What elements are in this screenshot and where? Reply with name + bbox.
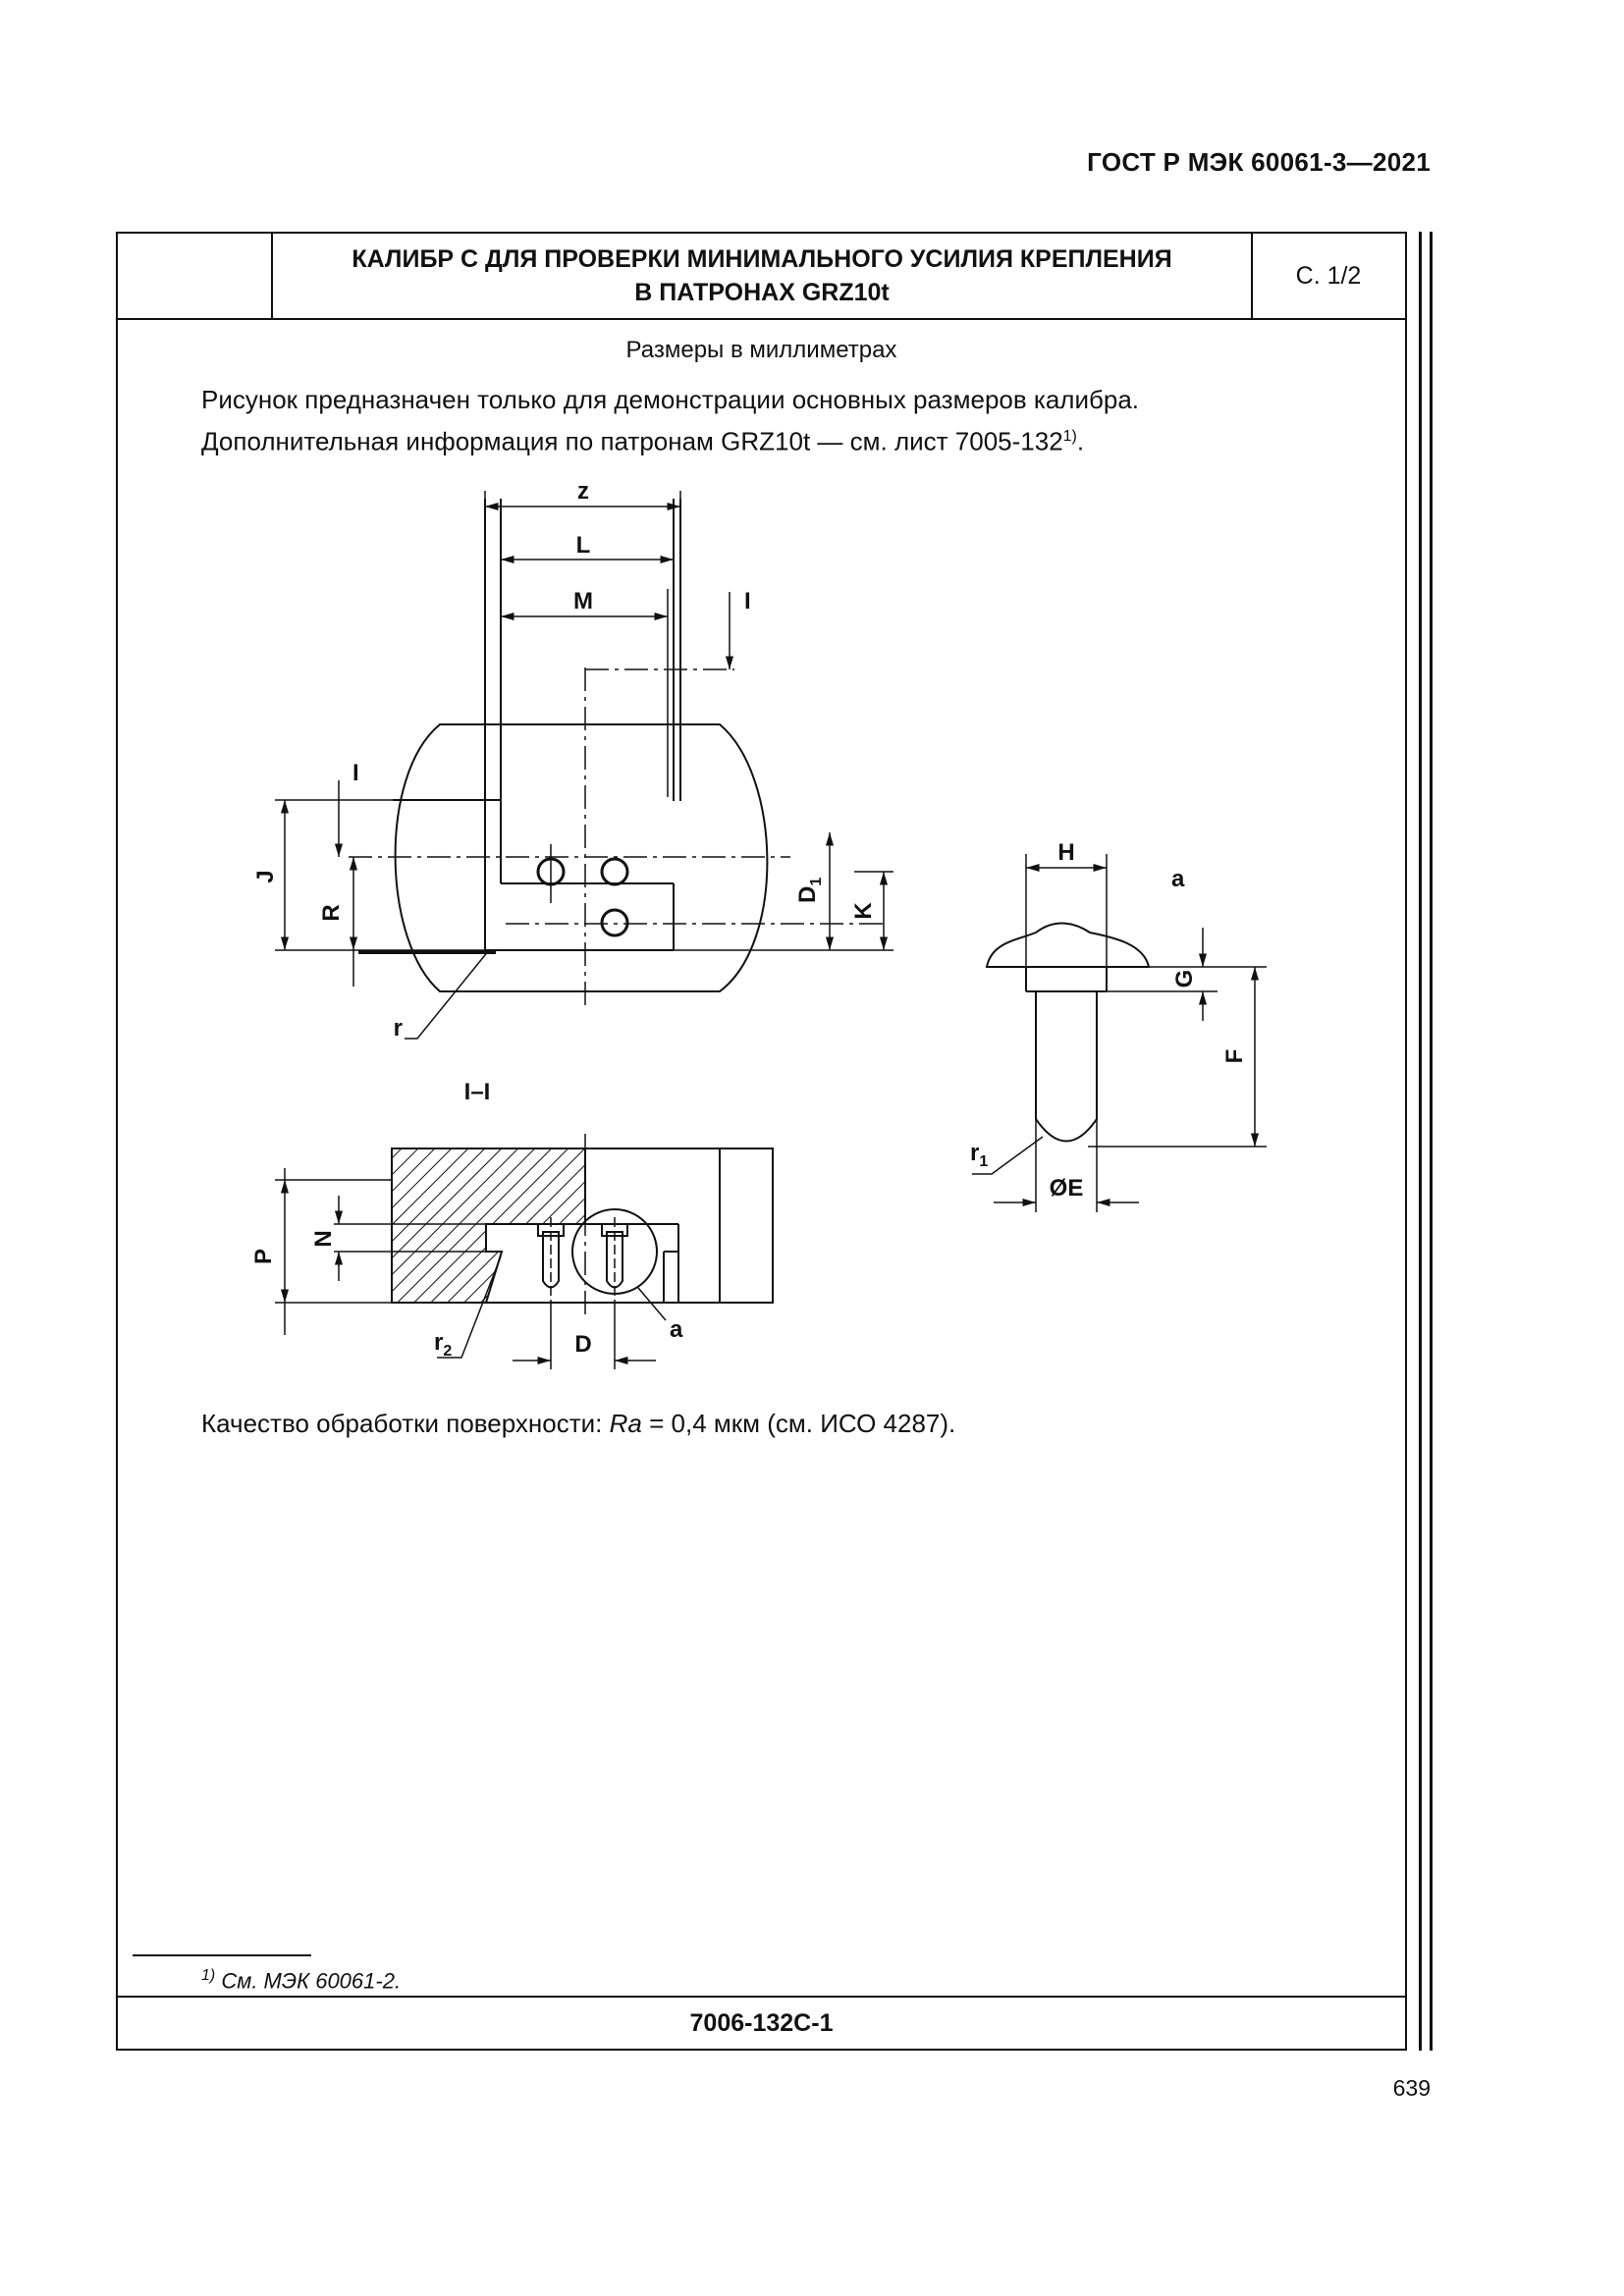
- plan-view-labels: [252, 478, 877, 1041]
- sheet-code: 7006-132C-1: [118, 1996, 1405, 2049]
- units-note: Размеры в миллиметрах: [625, 337, 897, 363]
- page-number: 639: [1392, 2075, 1431, 2101]
- dim-E: ØE: [1049, 1175, 1084, 1201]
- surface-quality-note: Качество обработки поверхности: Ra = 0,4 мкм (см. ИСО 4287).: [201, 1409, 956, 1438]
- dim-R: R: [318, 904, 345, 922]
- title-line-1: КАЛИБР С ДЛЯ ПРОВЕРКИ МИНИМАЛЬНОГО УСИЛИЯ КРЕПЛЕНИЯ: [352, 245, 1172, 273]
- dim-M: M: [573, 588, 593, 614]
- dim-D1: $D_1$: [794, 877, 825, 903]
- dim-L: L: [575, 532, 591, 559]
- section-mark-top: I: [744, 588, 751, 614]
- section-view: [275, 1134, 773, 1369]
- sheet-number: С. 1/2: [1295, 261, 1362, 290]
- dim-z: z: [577, 478, 589, 505]
- dim-r1: $r_1$: [970, 1140, 989, 1170]
- detail-a-ref: a: [670, 1316, 683, 1343]
- dim-N: N: [310, 1230, 337, 1248]
- section-label: I–I: [463, 1079, 491, 1105]
- detail-a-title: a: [1171, 866, 1185, 892]
- dim-J: J: [252, 870, 279, 883]
- standard-code: ГОСТ Р МЭК 60061-3—2021: [1087, 147, 1431, 177]
- dim-r2: $r_2$: [434, 1329, 453, 1360]
- intro-line-2: Дополнительная информация по патронам GRZ10t — см. лист 7005-132$^{1)}$.: [201, 426, 1085, 456]
- detail-a-view: [972, 854, 1267, 1212]
- dim-r: r: [393, 1015, 403, 1041]
- section-mark-left: I: [352, 760, 359, 786]
- dim-K: K: [850, 902, 877, 920]
- dim-H: H: [1057, 839, 1075, 866]
- dim-F: F: [1221, 1048, 1248, 1064]
- dim-G: G: [1171, 969, 1198, 988]
- plan-view: [275, 491, 893, 1039]
- title-line-2: В ПАТРОНАХ GRZ10t: [634, 279, 890, 306]
- footnote: $^{1)}$ См. МЭК 60061-2.: [201, 1967, 402, 1994]
- dim-P: P: [250, 1248, 277, 1265]
- intro-line-1: Рисунок предназначен только для демонстрации основных размеров калибра.: [201, 385, 1140, 414]
- dim-D: D: [574, 1331, 592, 1358]
